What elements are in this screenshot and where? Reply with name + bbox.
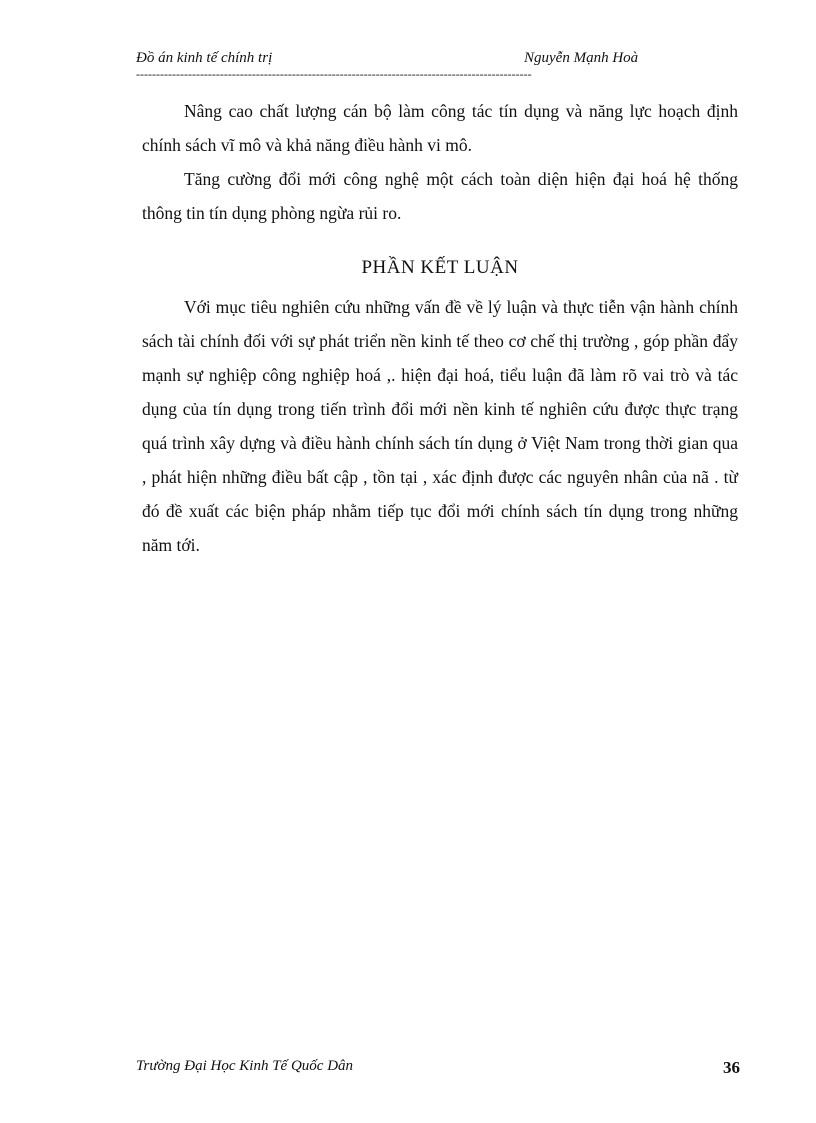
paragraph-staff-quality: Nâng cao chất lượng cán bộ làm công tác tín dụng và năng lực hoạch định chính sách vĩ mô và khả năng điều hành vi mô. — [142, 101, 738, 155]
section-heading-conclusion: PHẦN KẾT LUẬN — [361, 257, 519, 278]
page-footer — [136, 1056, 740, 1080]
header-author-name: Nguyễn Mạnh Hoà — [524, 50, 639, 66]
paragraph-technology-innovation: Tăng cường đổi mới công nghệ một cách toàn diện hiện đại hoá hệ thống thông tin tín dụng phòng ngừa rủi ro. — [142, 169, 738, 223]
page-number: 36 — [723, 1058, 740, 1077]
page-body — [142, 94, 738, 562]
header-document-title: Đồ án kinh tế chính trị — [136, 50, 273, 66]
paragraph-conclusion: Với mục tiêu nghiên cứu những vấn đề về lý luận và thực tiễn vận hành chính sách tài chính đối với sự phát triển nền kinh tế theo cơ chế thị trường , góp phần đẩy mạnh sự nghiệp công nghiệp hoá ,. hiện đại hoá, tiểu luận đã làm rõ vai trò và tác dụng của tín dụng trong tiến trình đổi mới nền kinh tế nghiên cứu được thực trạng quá trình xây dựng và điều hành chính sách tín dụng ở Việt Nam trong thời gian qua , phát hiện những điều bất cập , tồn tại , xác định được các nguyên nhân của nã . từ đó đề xuất các biện pháp nhằm tiếp tục đổi mới chính sách tín dụng trong những năm tới. — [142, 297, 738, 555]
footer-university-name: Trường Đại Học Kinh Tế Quốc Dân — [136, 1058, 354, 1074]
header-dashed-rule: --------------------------------------------------------------------------------------------------- — [136, 67, 532, 81]
